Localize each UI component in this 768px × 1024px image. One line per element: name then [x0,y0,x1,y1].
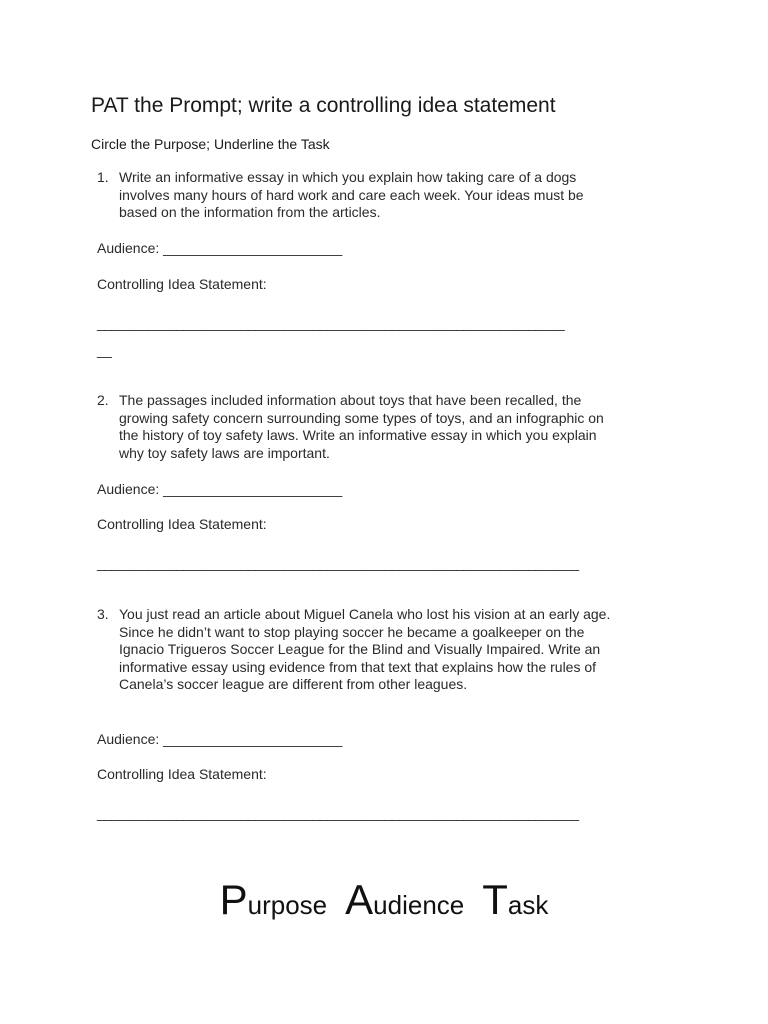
task-rest: ask [507,890,549,920]
prompt-3 [97,606,617,694]
purpose-initial: P [219,876,248,923]
prompt-number: 2. [97,392,109,408]
prompt-text: You just read an article about Miguel Canela who lost his vision at an early age. Since he didn’t want to stop playing soccer he became a goalkeeper on the Ignacio Trigueros Soccer League for the Blind and Visually Impaired. Write an informative essay using evidence from that text that explains how the rules of Canela’s soccer league are different from other leagues. [119,606,611,692]
purpose-rest: urpose [247,890,328,920]
prompt-2 [97,392,617,462]
statement-blank-1: _________________________________________________________________ [97,315,565,331]
statement-blank-2: ___________________________________________________________________ [97,555,579,571]
prompt-text: The passages included information about toys that have been recalled, the growing safety concern surrounding some types of toys, and an infographic on the history of toy safety laws. Write an informative essay in which you explain why toy safety laws are important. [119,392,604,461]
prompt-number: 1. [97,169,109,185]
audience-row-3 [97,731,342,747]
page-title: PAT the Prompt; write a controlling idea statement [91,94,556,117]
statement-label-3: Controlling Idea Statement: [97,766,267,782]
audience-row-2 [97,481,342,497]
audience-row-1 [97,240,342,256]
statement-blank-1-wrap: __ [97,342,112,358]
prompt-1 [97,169,617,222]
pat-heading [0,876,768,924]
instruction-text: Circle the Purpose; Underline the Task [91,136,330,152]
audience-label: Audience: [97,481,160,497]
prompt-text: Write an informative essay in which you explain how taking care of a dogs involves many hours of hard work and care each week. Your ideas must be based on the information from the articles. [119,169,584,220]
statement-blank-3: ___________________________________________________________________ [97,805,579,821]
prompt-number: 3. [97,606,109,622]
audience-blank: _______________________ [163,481,343,497]
audience-initial: A [345,876,374,923]
audience-label: Audience: [97,240,160,256]
statement-label-2: Controlling Idea Statement: [97,516,267,532]
statement-label-1: Controlling Idea Statement: [97,276,267,292]
task-initial: T [482,876,508,923]
audience-blank: _______________________ [163,240,343,256]
audience-rest: udience [373,890,465,920]
audience-blank: _______________________ [163,731,343,747]
audience-label: Audience: [97,731,160,747]
